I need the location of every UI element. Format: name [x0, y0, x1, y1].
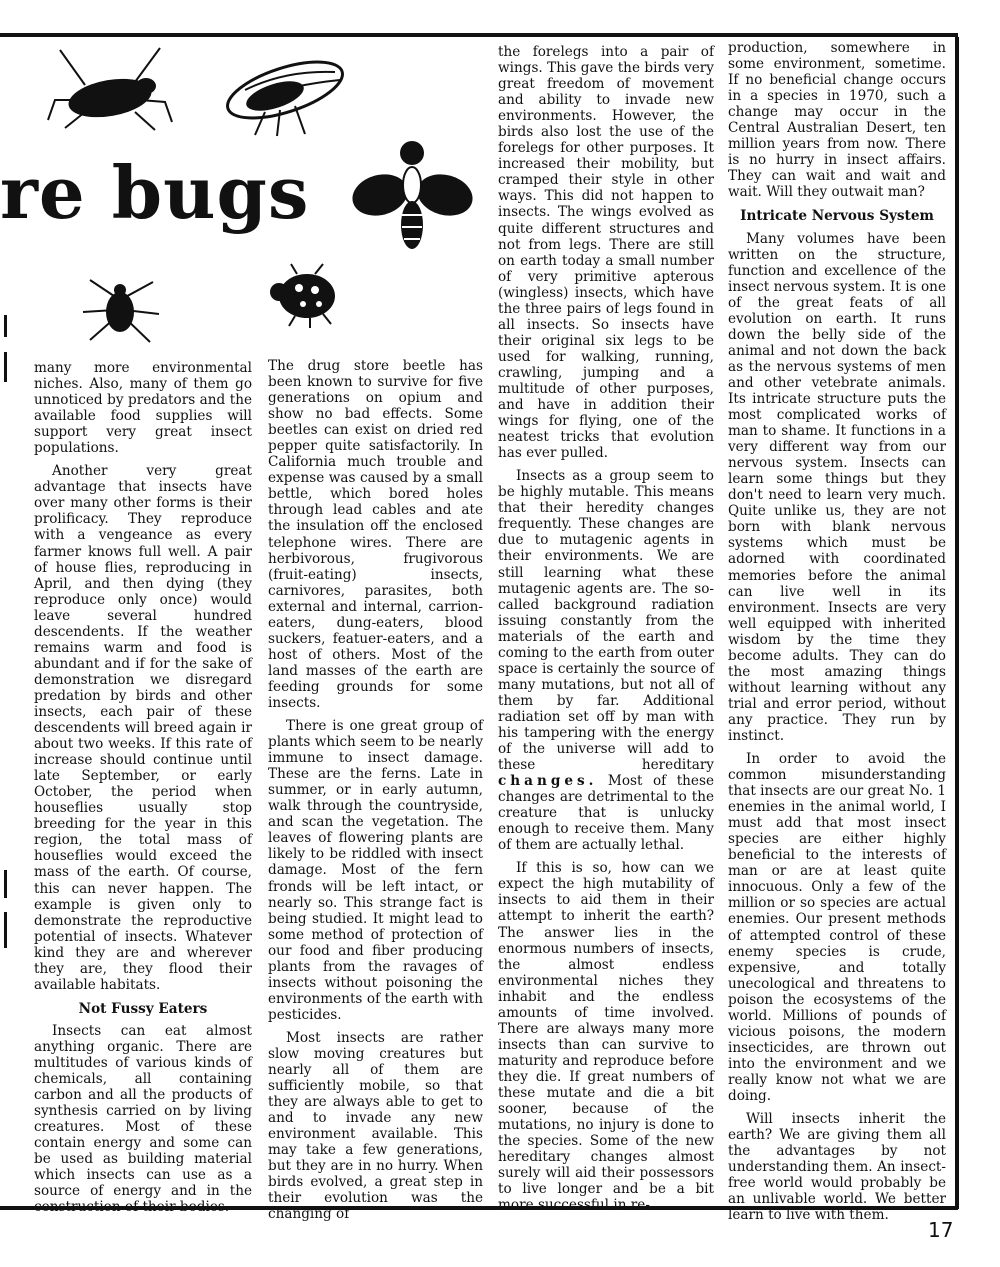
- subheading: Intricate Nervous System: [740, 208, 934, 225]
- beetle-illustration: [40, 40, 180, 140]
- spider-beetle-illustration: [75, 270, 165, 345]
- margin-mark: [4, 352, 7, 382]
- emphasized-word: changes.: [498, 773, 598, 790]
- article-column-2: [268, 358, 483, 1222]
- margin-mark: [4, 912, 7, 948]
- margin-mark: [4, 870, 7, 898]
- paragraph: The drug store beetle has been known to survive for five generations on opium and show no bad effects. Some beetles can exist on dried red pepper quite satisfactorily. In California much trouble and expense was caused by a small bettle, which bored holes through lead cables and ate the insulation off the enclosed telephone wires. There are herbivorous, frugivorous (fruit-eating) insects, carnivores, parasites, both external and internal, carrion-eaters, dung-eaters, blood suckers, featuer-eaters, and a host of others. Most of the land masses of the earth are feeding grounds for some insects.: [268, 358, 483, 711]
- paragraph: If this is so, how can we expect the high mutability of insects to aid them in their attempt to inherit the earth? The answer lies in the enormous numbers of insects, the almost endless environmental niches they inhabit and the endless amounts of time involved. There are always many more insects than can survive to maturity and reproduce before they die. If great numbers of these mutate and die a bit sooner, because of the mutations, no injury is done to the species. Some of the new hereditary changes almost surely will aid their possessors to live longer and be a bit more successful in re-: [498, 860, 714, 1214]
- ladybug-illustration: [265, 258, 345, 328]
- subheading: Not Fussy Eaters: [78, 1000, 208, 1017]
- paragraph: Insects can eat almost anything organic. There are multitudes of various kinds of chemicals, all containing carbon and all the products of synthesis carried on by living creatures. Most of these contain energy and some can be used as building material which insects can use as a source of energy and in the construction of their bodies.: [34, 1022, 252, 1216]
- headline: re bugs: [0, 150, 310, 235]
- paragraph: In order to avoid the common misunderstanding that insects are our great No. 1 enemies in the animal world, I must add that most insect species are either highly beneficial to the interests of man or are at least quite innocuous. Only a few of the million or so species are actual enemies. Our present methods of attempted control of these enemy species is crude, expensive, and totally unecological and threatens to poison the ecosystems of the world. Millions of pounds of vicious poisons, the modern insecticides, are thrown out into the environment and we really know not what we are doing.: [728, 751, 946, 1104]
- fly-illustration: [350, 135, 475, 255]
- paragraph-text: Insects as a group seem to be highly mutable. This means that their heredity changes frequently. These changes are due to mutagenic agents in their environments. We are still learning what these mutagenic agents are. The so-called background radiation issuing constantly from the materials of the earth and coming to the earth from outer space is certainly the source of many mutations, but not all of them by far. Additional radiation set off by man with his tampering with the energy of the universe will add to these hereditary: [498, 468, 714, 774]
- article-column-1: [34, 360, 252, 1215]
- article-column-3: [498, 44, 714, 1213]
- paragraph: There is one great group of plants which seem to be nearly immune to insect damage. These are the ferns. Late in summer, or in early autumn, walk through the countryside, and scan the vegetation. The leaves of flowering plants are likely to be riddled with insect damage. Most of the fern fronds will be left intact, or nearly so. This strange fact is being studied. It might lead to some method of protection of our food and fiber producing plants from the ravages of insects without poisoning the environments of the earth with pesticides.: [268, 718, 483, 1023]
- paragraph: many more environmental niches. Also, many of them go unnoticed by predators and the available food supplies will support very great insect populations.: [34, 360, 252, 457]
- paragraph: Many volumes have been written on the structure, function and excellence of the insect nervous system. It is one of the great feats of all evolution on earth. It runs down the belly side of the animal and not down the back as the nervous systems of men and other vetebrate animals. Its intricate structure puts the most complicated works of man to shame. It functions in a very different way from our nervous system. Insects can learn some things but they don't need to learn very much. Quite unlike us, they are not born with blank nervous systems which must be adorned with coordinated memories before the animal can live well in its environment. Insects are very well equipped with inherited wisdom by the time they become adults. They can do the most amazing things without learning without any trial and error period, without any practice. They run by instinct.: [728, 230, 946, 744]
- page-number: 17: [928, 1218, 954, 1242]
- cicada-illustration: [215, 50, 355, 140]
- paragraph: the forelegs into a pair of wings. This gave the birds very great freedom of movement and ability to invade new environments. However, the birds also lost the use of the forelegs for other purposes. It increased their mobility, but cramped their style in other ways. This did not happen to insects. The wings evolved as quite different structures and not from legs. There are still on earth today a small number of very primitive apterous (wingless) insects, which have the three pairs of legs found in all insects. So insects have their original six legs to be used for walking, running, crawling, jumping and a multitude of other purposes, and have in addition their wings for flying, one of the neatest tricks that evolution has ever pulled.: [498, 44, 714, 462]
- paragraph: [498, 468, 714, 853]
- paragraph-text: Most of these changes are detrimental to the creature that is unlucky enough to receive them. Many of them are actually lethal.: [498, 773, 714, 854]
- top-rule: [0, 33, 958, 37]
- article-column-4: [728, 40, 946, 1223]
- right-rule: [955, 37, 959, 1209]
- paragraph: production, somewhere in some environment, sometime. If no beneficial change occurs in a species in 1970, such a change may occur in the Central Australian Desert, ten million years from now. There is no hurry in insect affairs. They can wait and wait and wait. Will they outwait man?: [728, 40, 946, 201]
- margin-mark: [4, 315, 7, 337]
- paragraph: Will insects inherit the earth? We are giving them all the advantages by not understanding them. An insect-free world would probably be an unlivable world. We better learn to live with them.: [728, 1111, 946, 1224]
- paragraph: Another very great advantage that insects have over many other forms is their prolificacy. They reproduce with a vengeance as every farmer knows full well. A pair of house flies, reproducing in April, and then dying (they reproduce only once) would leave several hundred descendents. If the weather remains warm and food is abundant and if for the sake of demonstration we disregard predation by birds and other insects, each pair of these descendents will breed again ir about two weeks. If this rate of increase should continue until late September, or early October, the period when houseflies usually stop breeding for the year in this region, the total mass of houseflies would exceed the mass of the earth. Of course, this can never happen. The example is given only to demonstrate the reproductive potential of insects. Whatever kind they are and wherever they are, they flood their available habitats.: [34, 463, 252, 993]
- paragraph: Most insects are rather slow moving creatures but nearly all of them are sufficiently mobile, so that they are always able to get to and to invade any new environment available. This may take a few generations, but they are in no hurry. When birds evolved, a great step in their evolution was the changing of: [268, 1029, 483, 1223]
